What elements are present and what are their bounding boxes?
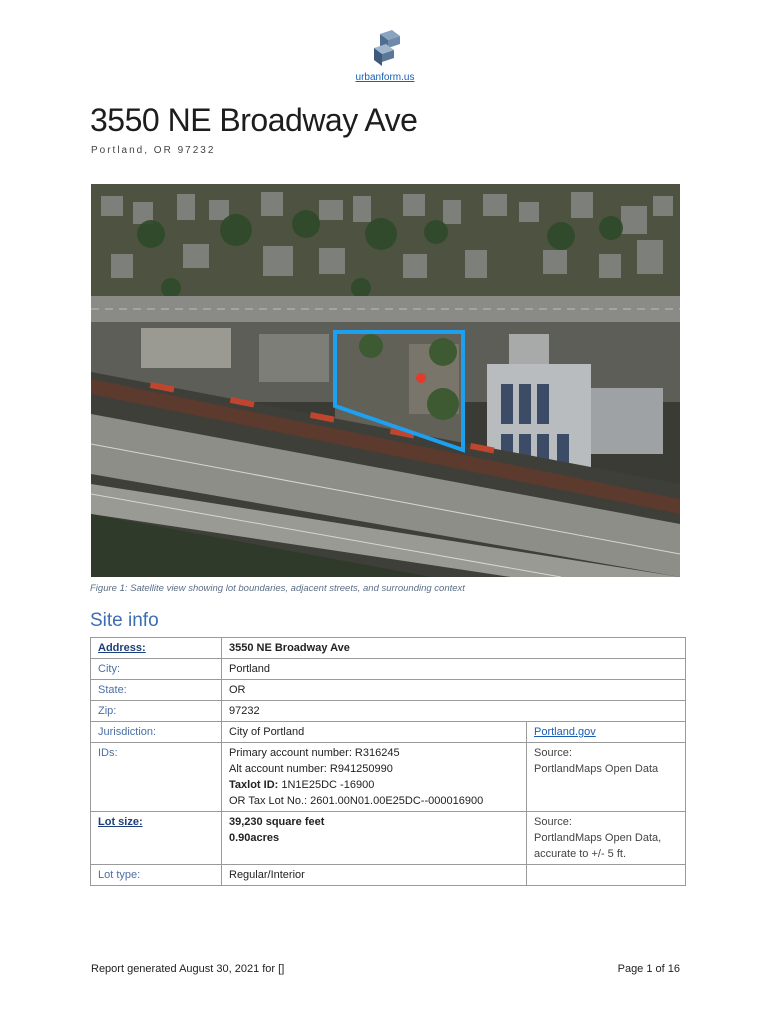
page-number: Page 1 of 16: [617, 963, 680, 975]
ids-value: [222, 743, 527, 812]
jurisdiction-label: Jurisdiction:: [91, 722, 222, 743]
satellite-map-graphic: [91, 184, 680, 577]
state-value: OR: [222, 680, 686, 701]
lot-size-value: [222, 812, 527, 865]
table-row-zip: [91, 701, 686, 722]
ids-label: IDs:: [91, 743, 222, 812]
section-heading-site-info: Site info: [90, 610, 159, 631]
ids-source: [527, 743, 686, 812]
address-value: 3550 NE Broadway Ave: [222, 638, 686, 659]
city-label: City:: [91, 659, 222, 680]
zip-label: Zip:: [91, 701, 222, 722]
zip-value: 97232: [222, 701, 686, 722]
state-label: State:: [91, 680, 222, 701]
or-tax-lot-number: OR Tax Lot No.: 2601.00N01.00E25DC--000016900: [229, 795, 484, 807]
primary-account-number: Primary account number: R316245: [229, 747, 400, 759]
table-row-lot-type: [91, 865, 686, 886]
page-title: 3550 NE Broadway Ave: [90, 102, 418, 138]
alt-account-number: Alt account number: R941250990: [229, 763, 393, 775]
logo-link[interactable]: urbanform.us: [355, 72, 415, 83]
table-row-jurisdiction: [91, 722, 686, 743]
satellite-map-image: [91, 184, 680, 577]
lot-type-label: Lot type:: [91, 865, 222, 886]
table-row-city: [91, 659, 686, 680]
taxlot-id-value: 1N1E25DC -16900: [281, 779, 375, 791]
figure-caption: Figure 1: Satellite view showing lot boundaries, adjacent streets, and surrounding context: [90, 583, 465, 594]
lot-size-sqft: 39,230 square feet: [229, 816, 325, 828]
taxlot-id-label: Taxlot ID:: [229, 779, 279, 791]
ids-source-value: PortlandMaps Open Data: [534, 763, 659, 775]
lot-size-source: [527, 812, 686, 865]
lot-size-label: Lot size:: [91, 812, 222, 865]
lot-type-value: Regular/Interior: [222, 865, 527, 886]
table-row-state: [91, 680, 686, 701]
lot-size-source-note: accurate to +/- 5 ft.: [534, 848, 627, 860]
table-row-address: [91, 638, 686, 659]
portland-gov-link[interactable]: Portland.gov: [534, 726, 596, 738]
taxlot-id: [229, 777, 519, 793]
jurisdiction-source: [527, 722, 686, 743]
page-subtitle: Portland, OR 97232: [91, 145, 216, 156]
lot-size-source-label: Source:: [534, 816, 572, 828]
lot-size-acres: 0.90acres: [229, 832, 280, 844]
urbanform-logo-icon: [370, 30, 402, 68]
table-row-lot-size: [91, 812, 686, 865]
ids-source-label: Source:: [534, 747, 572, 759]
city-value: Portland: [222, 659, 686, 680]
address-label: Address:: [91, 638, 222, 659]
jurisdiction-value: City of Portland: [222, 722, 527, 743]
lot-type-source: [527, 865, 686, 886]
site-info-table: [90, 637, 686, 886]
table-row-ids: [91, 743, 686, 812]
lot-size-source-value: PortlandMaps Open Data,: [534, 832, 662, 844]
report-generated-footer: Report generated August 30, 2021 for []: [91, 963, 285, 975]
